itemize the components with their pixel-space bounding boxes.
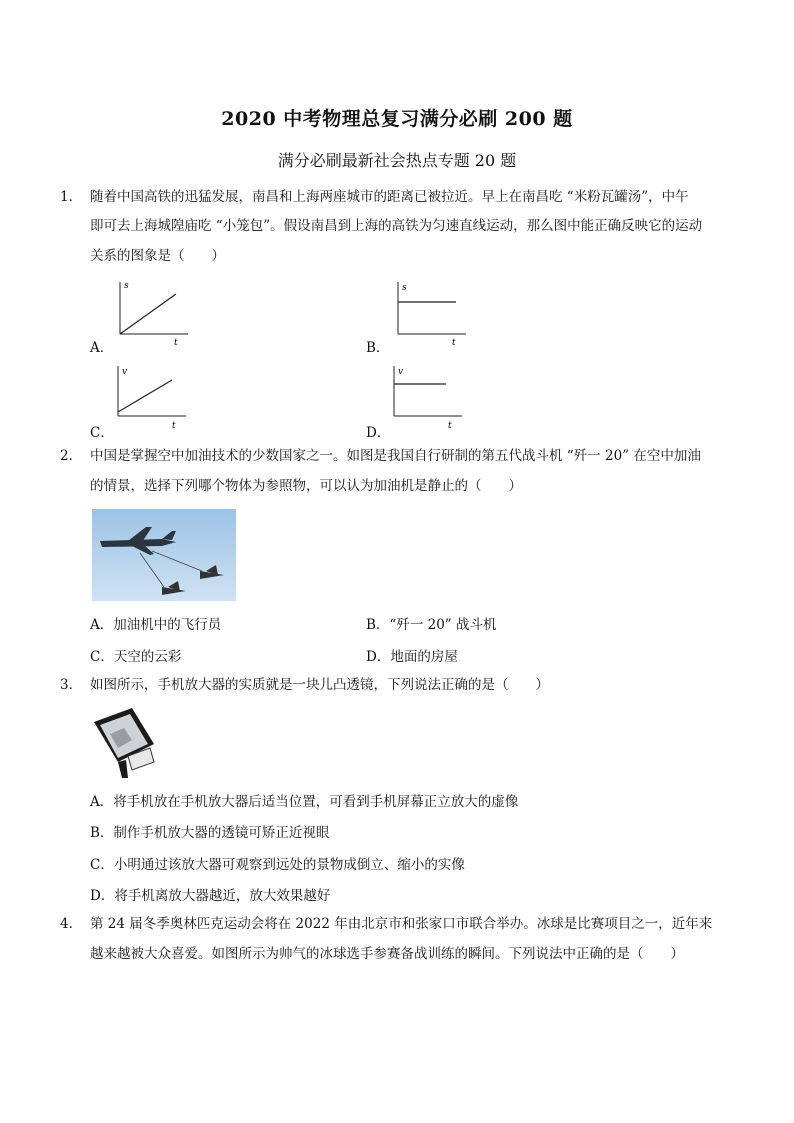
question-2-line-2: 的情景，选择下列哪个物体为参照物，可以认为加油机是静止的（ ） xyxy=(90,478,522,494)
question-3-option-b[interactable]: B．制作手机放大器的透镜可矫正近视眼 xyxy=(90,825,330,841)
option-d-label[interactable]: D． xyxy=(366,425,391,441)
question-1-line-3: 关系的图象是（ ） xyxy=(90,248,225,264)
graph-a-s-t-rising xyxy=(112,278,192,346)
question-4-line-2: 越来越被大众喜爱。如图所示为帅气的冰球选手参赛备战训练的瞬间。下列说法中正确的是（ ） xyxy=(90,946,684,962)
graph-b-y-label: s xyxy=(402,283,407,293)
option-b-label[interactable]: B． xyxy=(366,340,390,356)
question-3-option-a[interactable]: A．将手机放在手机放大器后适当位置，可看到手机屏幕正立放大的虚像 xyxy=(90,794,519,810)
question-2-number: 2． xyxy=(60,448,83,464)
graph-d-x-label: t xyxy=(448,421,452,430)
question-2-option-d[interactable]: D．地面的房屋 xyxy=(366,649,458,665)
graph-c-v-t-rising xyxy=(110,362,190,430)
graph-a-x-label: t xyxy=(174,338,178,346)
question-4-line-1: 第 24 届冬季奥林匹克运动会将在 2022 年由北京市和张家口市联合举办。冰球是比赛项目之一，近年来 xyxy=(90,916,713,932)
refueling-aircraft-image xyxy=(92,509,236,601)
option-a-label[interactable]: A． xyxy=(90,340,114,356)
graph-a-y-label: s xyxy=(124,281,129,291)
graph-c-y-label: v xyxy=(122,367,128,377)
question-3-option-c[interactable]: C．小明通过该放大器可观察到远处的景物成倒立、缩小的实像 xyxy=(90,857,465,873)
question-1-number: 1． xyxy=(60,189,83,205)
graph-d-y-label: v xyxy=(398,367,404,377)
question-2-line-1: 中国是掌握空中加油技术的少数国家之一。如图是我国自行研制的第五代战斗机 “歼一 20” 在空中加油 xyxy=(90,448,701,464)
question-3-line-1: 如图所示，手机放大器的实质就是一块儿凸透镜，下列说法正确的是（ ） xyxy=(90,677,549,693)
question-3-option-d[interactable]: D．将手机离放大器越近，放大效果越好 xyxy=(90,888,331,904)
page-title: 2020 中考物理总复习满分必刷 200 题 xyxy=(221,108,573,130)
question-1-line-1: 随着中国高铁的迅猛发展，南昌和上海两座城市的距离已被拉近。早上在南昌吃 “米粉瓦罐汤”，中午 xyxy=(90,189,689,205)
question-1-line-2: 即可去上海城隍庙吃 “小笼包”。假设南昌到上海的高铁为匀速直线运动，那么图中能正确反映它的运动 xyxy=(90,218,703,234)
graph-c-x-label: t xyxy=(172,421,176,430)
question-2-option-c[interactable]: C．天空的云彩 xyxy=(90,649,182,665)
option-c-label[interactable]: C． xyxy=(90,425,114,441)
question-3-number: 3． xyxy=(60,677,83,693)
graph-b-s-t-horizontal xyxy=(390,278,470,346)
question-4-number: 4． xyxy=(60,916,83,932)
question-2-option-b[interactable]: B．“歼一 20” 战斗机 xyxy=(366,617,497,633)
graph-d-v-t-horizontal xyxy=(386,362,466,430)
question-2-option-a[interactable]: A．加油机中的飞行员 xyxy=(90,617,222,633)
graph-b-x-label: t xyxy=(452,338,456,346)
phone-magnifier-image xyxy=(88,704,158,780)
page-subtitle: 满分必刷最新社会热点专题 20 题 xyxy=(277,151,517,170)
